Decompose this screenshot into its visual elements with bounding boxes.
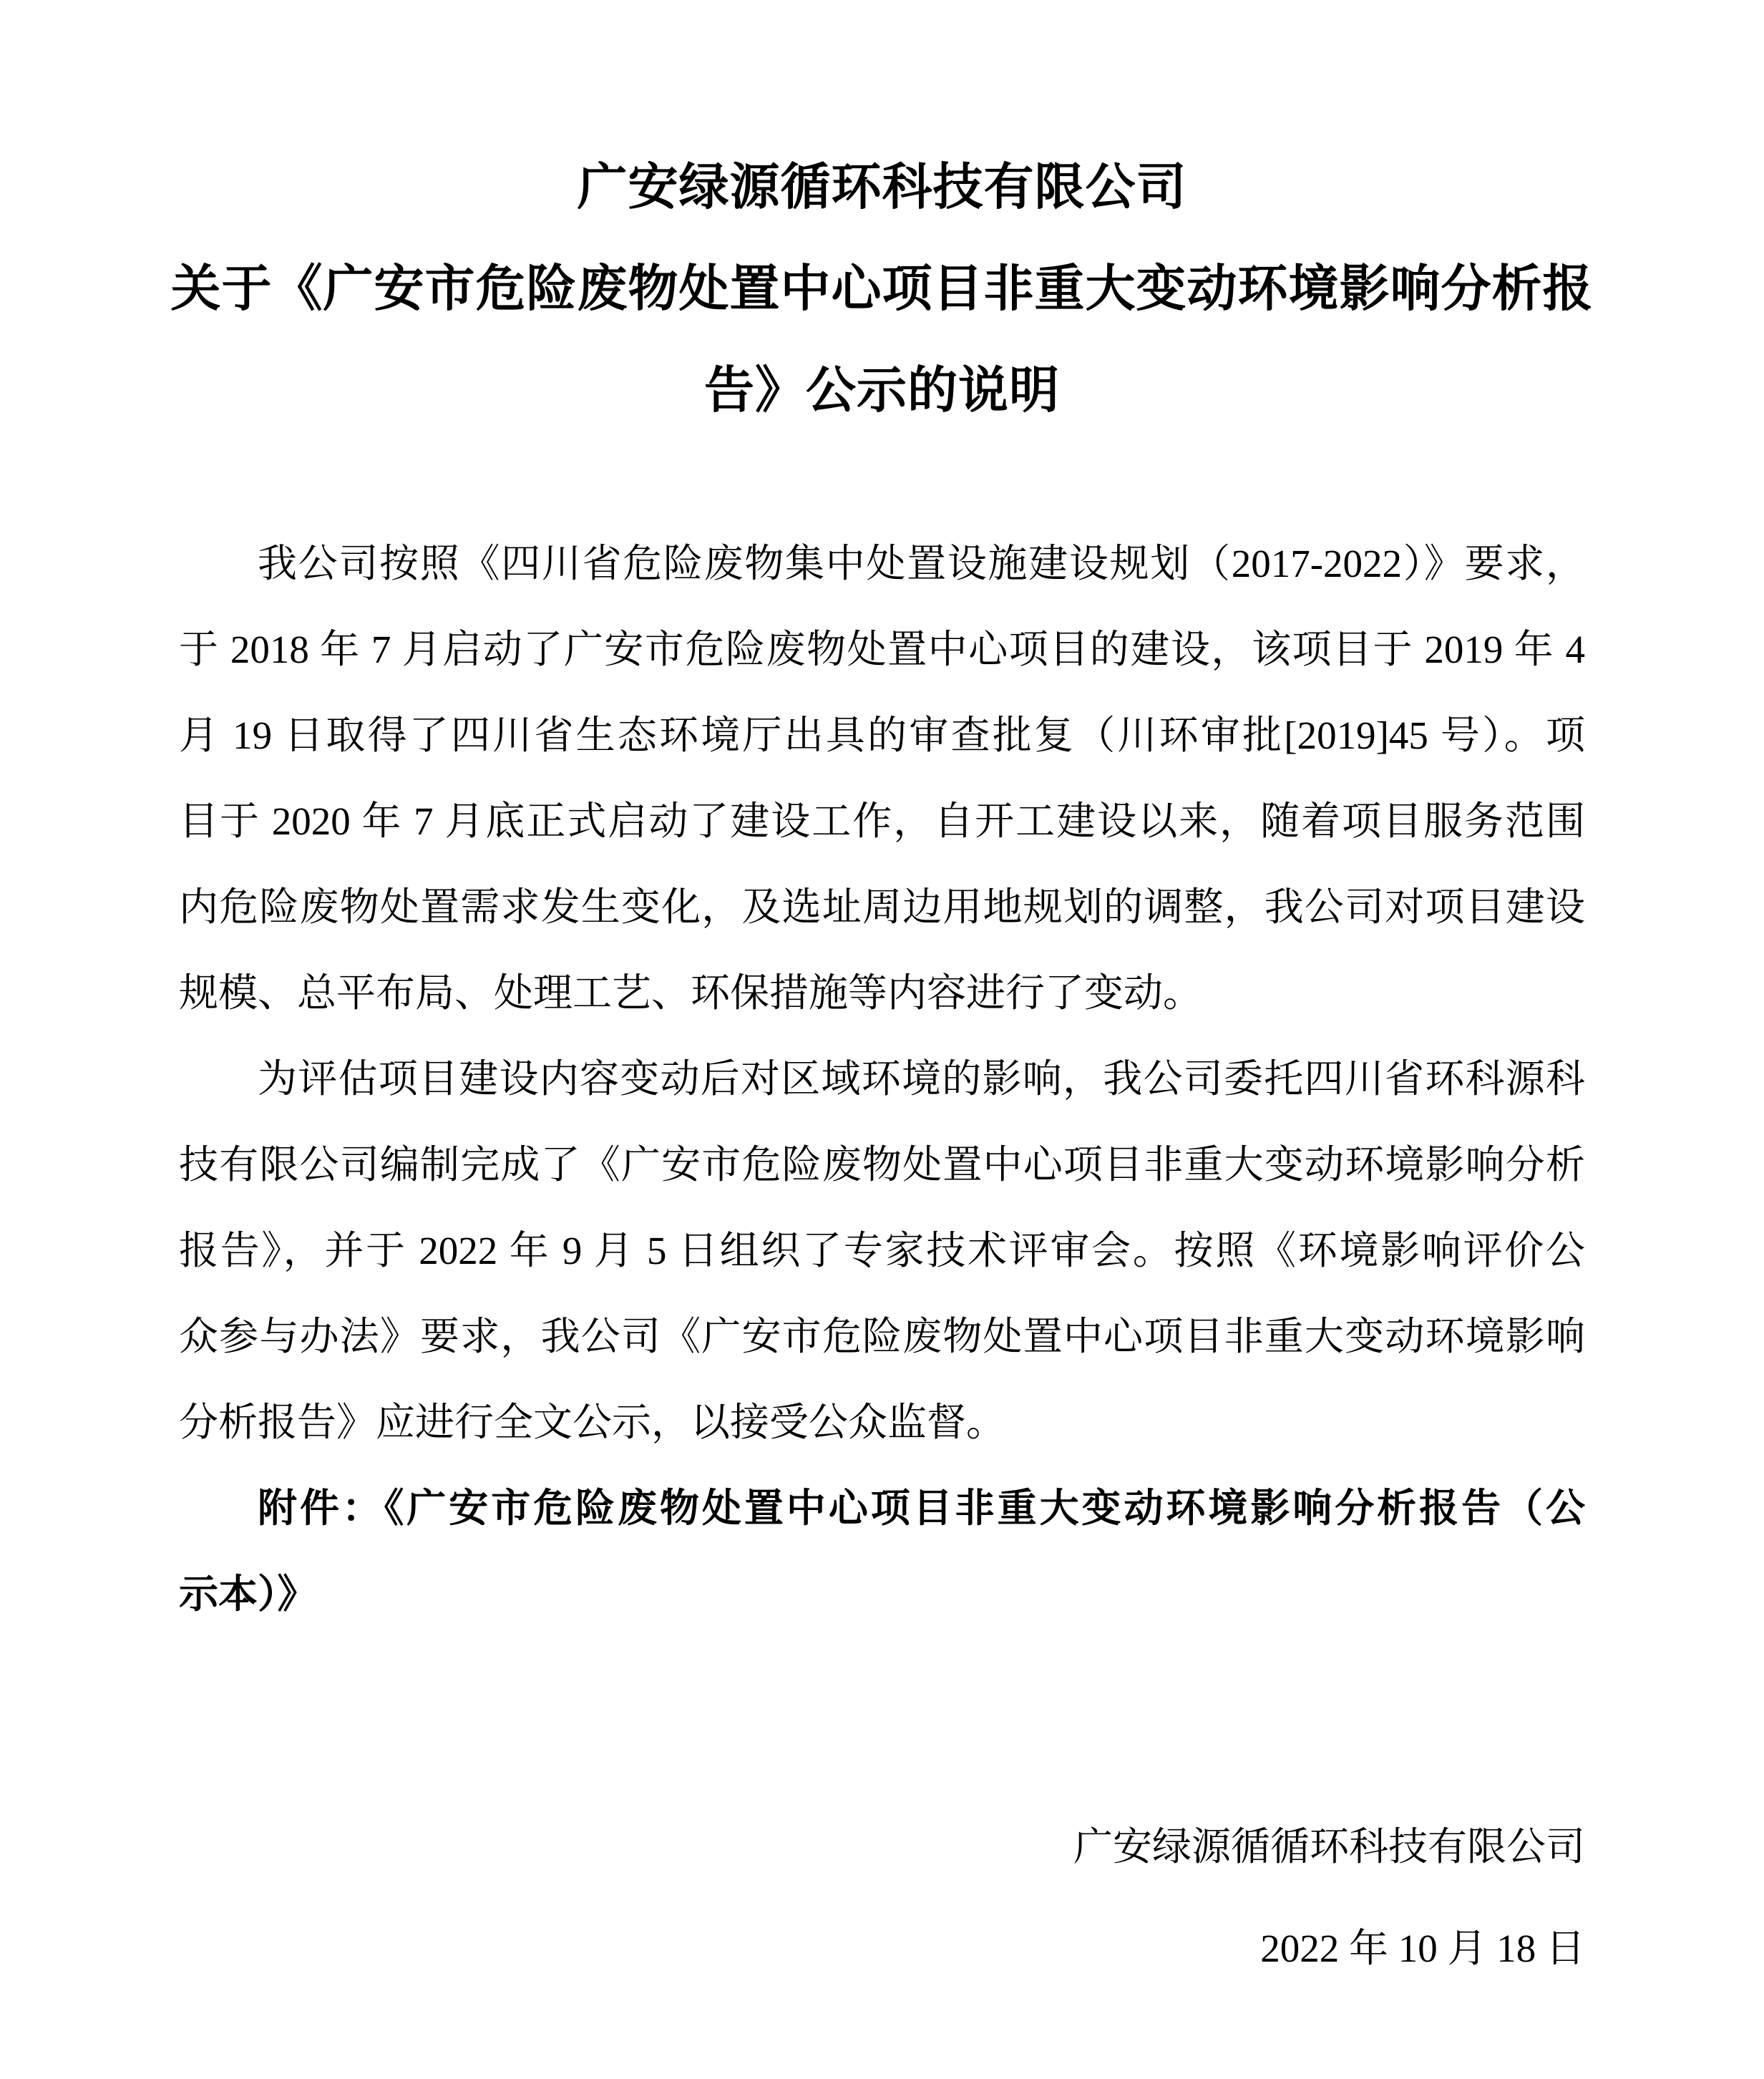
paragraph-1-line-5: 内危险废物处置需求发生变化，及选址周边用地规划的调整，我公司对项目建设 — [179, 885, 1585, 929]
title-line-subject-1: 关于《广安市危险废物处置中心项目非重大变动环境影响分析报 — [170, 261, 1594, 316]
paragraph-1-line-2: 于 2018 年 7 月启动了广安市危险废物处置中心项目的建设，该项目于 2019 年 4 — [179, 628, 1585, 671]
paragraph-1 — [179, 521, 1585, 1036]
document-title — [150, 136, 1614, 441]
signature-block — [179, 1796, 1585, 2000]
paragraph-1-line-6: 规模、总平布局、处理工艺、环保措施等内容进行了变动。 — [179, 971, 1203, 1015]
document-body — [179, 521, 1585, 1637]
paragraph-2-line-2: 技有限公司编制完成了《广安市危险废物处置中心项目非重大变动环境影响分析 — [179, 1143, 1585, 1187]
signature-company: 广安绿源循循环科技有限公司 — [1073, 1825, 1585, 1869]
paragraph-2-line-5: 分析报告》应进行全文公示，以接受公众监督。 — [179, 1401, 1006, 1444]
paragraph-1-line-3: 月 19 日取得了四川省生态环境厅出具的审查批复（川环审批[2019]45 号）。项 — [179, 714, 1585, 757]
title-line-subject-2: 告》公示的说明 — [704, 362, 1060, 418]
paragraph-1-line-1: 我公司按照《四川省危险废物集中处置设施建设规划（2017-2022）》要求， — [258, 542, 1585, 585]
attachment-paragraph — [179, 1466, 1585, 1637]
attachment-line-1: 附件：《广安市危险废物处置中心项目非重大变动环境影响分析报告（公 — [258, 1486, 1585, 1530]
paragraph-1-line-4: 目于 2020 年 7 月底正式启动了建设工作，自开工建设以来，随着项目服务范围 — [179, 799, 1585, 843]
paragraph-2-line-1: 为评估项目建设内容变动后对区域环境的影响，我公司委托四川省环科源科 — [258, 1057, 1585, 1101]
attachment-line-2: 示本）》 — [179, 1572, 317, 1616]
paragraph-2-line-4: 众参与办法》要求，我公司《广安市危险废物处置中心项目非重大变动环境影响 — [179, 1315, 1585, 1358]
signature-date: 2022 年 10 月 18 日 — [1260, 1927, 1585, 1970]
paragraph-2-line-3: 报告》，并于 2022 年 9 月 5 日组织了专家技术评审会。按照《环境影响评价公 — [179, 1229, 1585, 1272]
title-line-company: 广安绿源循环科技有限公司 — [577, 159, 1187, 215]
paragraph-2 — [179, 1036, 1585, 1466]
